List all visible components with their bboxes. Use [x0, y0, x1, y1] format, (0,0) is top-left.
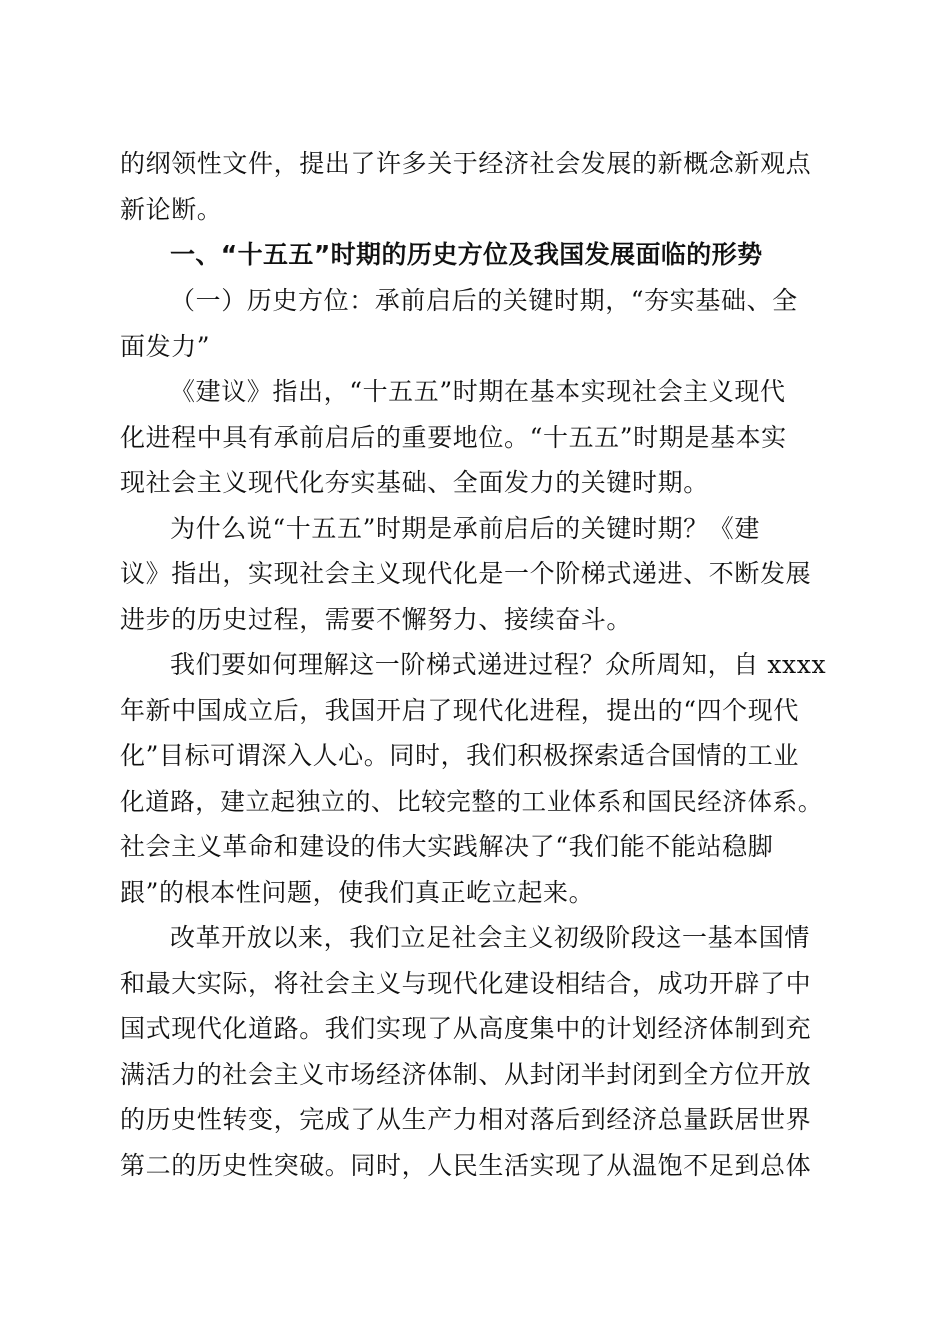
paragraph-line: 满活力的社会主义市场经济体制、从封闭半封闭到全方位开放: [120, 1060, 812, 1089]
subsection-heading-line: （一）历史方位：承前启后的关键时期，“夯实基础、全: [170, 286, 798, 315]
section-heading: 一、“十五五”时期的历史方位及我国发展面临的形势: [170, 240, 763, 269]
paragraph-line: 化进程中具有承前启后的重要地位。“十五五”时期是基本实: [120, 423, 787, 452]
paragraph-line: 第二的历史性突破。同时，人民生活实现了从温饱不足到总体: [120, 1151, 812, 1180]
subsection-heading-line: 面发力”: [120, 332, 211, 361]
paragraph-line: 现社会主义现代化夯实基础、全面发力的关键时期。: [120, 468, 709, 497]
paragraph-line: 改革开放以来，我们立足社会主义初级阶段这一基本国情: [170, 923, 811, 952]
paragraph-line: 国式现代化道路。我们实现了从高度集中的计划经济体制到充: [120, 1014, 812, 1043]
intro-line: 新论断。: [120, 195, 223, 224]
paragraph-line: 议》指出，实现社会主义现代化是一个阶梯式递进、不断发展: [120, 559, 812, 588]
paragraph-line: 为什么说“十五五”时期是承前启后的关键时期？《建: [170, 514, 760, 543]
paragraph-line: 的历史性转变，完成了从生产力相对落后到经济总量跃居世界: [120, 1105, 812, 1134]
paragraph-line: 《建议》指出，“十五五”时期在基本实现社会主义现代: [170, 377, 786, 406]
paragraph-line: 进步的历史过程，需要不懈努力、接续奋斗。: [120, 605, 633, 634]
paragraph-line: 化”目标可谓深入人心。同时，我们积极探索适合国情的工业: [120, 741, 799, 770]
paragraph-line: 化道路，建立起独立的、比较完整的工业体系和国民经济体系。: [120, 787, 823, 816]
paragraph-line: 年新中国成立后，我国开启了现代化进程，提出的“四个现代: [120, 696, 799, 725]
paragraph-line: 和最大实际，将社会主义与现代化建设相结合，成功开辟了中: [120, 969, 812, 998]
paragraph-line: 我们要如何理解这一阶梯式递进过程？众所周知，自 xxxx: [170, 650, 827, 679]
paragraph-line: 跟”的根本性问题，使我们真正屹立起来。: [120, 878, 595, 907]
intro-line: 的纲领性文件，提出了许多关于经济社会发展的新概念新观点: [120, 149, 812, 178]
paragraph-line: 社会主义革命和建设的伟大实践解决了“我们能不能站稳脚: [120, 832, 774, 861]
